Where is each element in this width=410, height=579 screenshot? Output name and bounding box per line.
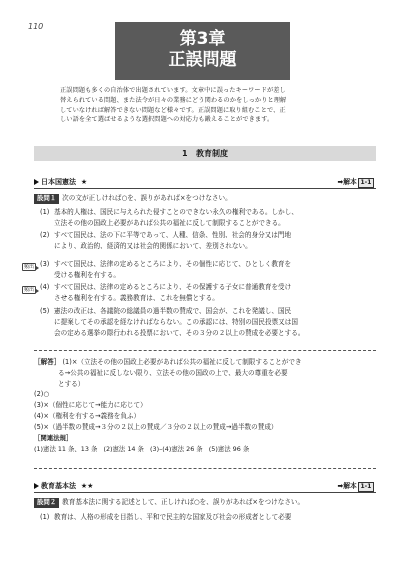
section-number: 1 <box>182 149 188 158</box>
item-number: (1) <box>40 513 50 521</box>
item-line: 憲法の改正は、各議院の総議員の過半数の賛成で、国会が、これを発議し、国民 <box>54 307 292 315</box>
frequent-tag: 頻出 <box>23 264 34 270</box>
reference-prefix: 解本 <box>343 178 357 186</box>
arrow-right-icon: ➡ <box>337 482 344 490</box>
related-item: (5)憲法 96 条 <box>208 444 250 453</box>
item-number: (1) <box>40 208 50 216</box>
answer-line: (4)×（権利を有する→義務を負ふ） <box>34 411 141 420</box>
item-text <box>40 207 370 229</box>
item-text <box>40 512 370 523</box>
item-line: すべて国民は、法の下に平等であって、人種、信条、性別、社会的身分又は門地 <box>54 231 292 239</box>
list-item <box>40 306 370 338</box>
item-text <box>40 259 370 281</box>
chapter-label: 第3章 <box>179 29 226 49</box>
item-line: 会の定める選挙の際行われる投票において、その３分の２以上の賛成を必要とする。 <box>54 328 305 337</box>
intro-line: 替えられている問題、また法令が日々の業務にどう関わるのかをしっかりと理解 <box>60 96 287 104</box>
topic-title: 教育基本法 <box>41 482 76 490</box>
answer-block <box>34 357 376 433</box>
item-line: 受ける権利を有する。 <box>54 270 120 279</box>
item-line: 教育は、人格の形成を目指し、平和で民主的な国家及び社会の形成者として必要 <box>54 513 292 521</box>
item-line: すべて国民は、法律の定めるところにより、その個性に応じて、ひとしく教育を <box>54 260 292 268</box>
intro-paragraph <box>60 86 355 125</box>
dashed-divider <box>34 350 376 351</box>
answer-line: (1)×（立法その他の国政上必要があれば公共の福祉に反して制限することができ <box>62 358 302 366</box>
difficulty-stars: ★★ <box>80 482 94 490</box>
difficulty-stars: ★ <box>80 178 88 186</box>
reference-badge: 1-1 <box>358 178 374 188</box>
list-item <box>40 207 370 229</box>
answer-line: (3)×（個性に応じて→能力に応じて） <box>34 401 147 410</box>
item-line: 立法その他の国政上必要があれば公共の福祉に反して制限することができる。 <box>54 218 285 227</box>
topic-heading-basic-act <box>34 480 376 493</box>
page-number: 110 <box>28 22 44 31</box>
question-1 <box>34 193 232 204</box>
related-item: (3)–(4)憲法 26 条 <box>150 444 203 453</box>
list-item <box>40 512 370 523</box>
intro-line: しい語を全て選ばせるような選択問題への対応力も鍛えることができます。 <box>60 116 274 124</box>
item-line: すべて国民は、法律の定めるところにより、その保護する子女に普通教育を受け <box>54 283 292 291</box>
intro-line: 正誤問題も多くの自治体で出題されています。文章中に誤ったキーワードが差し <box>60 87 286 94</box>
item-line: により、政治的、経済的又は社会的関係において、差別されない。 <box>54 241 252 250</box>
triangle-icon <box>34 179 39 185</box>
item-line: させる権利を有する。義務教育は、これを無償とする。 <box>54 293 219 302</box>
section-title: 教育制度 <box>195 149 228 158</box>
frequent-tag: 頻出 <box>23 287 34 293</box>
answer-line: (5)×（過半数の賛成→３分の２以上の賛成／３分の２以上の賛成→過半数の賛成） <box>34 422 278 431</box>
related-laws <box>34 433 376 455</box>
reference-prefix: 解本 <box>343 482 357 490</box>
answer-line: る→公共の福祉に反しない限り、立法その他の国政の上で、最大の尊重を必要 <box>58 368 288 377</box>
item-text <box>40 282 370 304</box>
topic-title: 日本国憲法 <box>41 178 76 186</box>
dashed-divider <box>34 468 376 469</box>
item-number: (4) <box>40 283 50 291</box>
answer-label: ［解答］ <box>34 358 61 366</box>
item-number: (3) <box>40 260 50 268</box>
question-text: 次の文が正しければ○を、誤りがあれば×をつけなさい。 <box>62 194 232 202</box>
divider <box>34 188 376 189</box>
related-item: (2)憲法 14 条 <box>103 444 144 453</box>
chapter-title: 正誤問題 <box>168 50 237 70</box>
arrow-right-icon: ➡ <box>337 178 344 186</box>
item-number: (5) <box>40 307 50 315</box>
related-item: (1)憲法 11 条、13 条 <box>34 444 98 453</box>
triangle-icon <box>34 483 39 489</box>
list-item <box>40 259 370 281</box>
reference-badge: 1-1 <box>358 482 374 492</box>
item-text <box>40 230 370 252</box>
section-heading <box>34 146 376 161</box>
intro-line: していなければ解答できない問題など様々です。正誤問題に取り組むことで、正 <box>60 106 286 114</box>
topic-heading-constitution <box>34 176 376 189</box>
item-line: 基本的人権は、国民に与えられた侵すことのできない永久の権利である。しかし、 <box>54 208 298 216</box>
question-text: 教育基本法に関する記述として、正しければ○を、誤りがあれば×をつけなさい。 <box>62 498 305 506</box>
related-label: ［関連法規］ <box>34 434 73 442</box>
divider <box>34 492 376 493</box>
question-2 <box>34 497 304 508</box>
item-line: に提案してその承認を経なければならない。この承認には、特別の国民投票又は国 <box>54 317 298 326</box>
answer-line: とする） <box>58 379 85 388</box>
question-label: 設問２ <box>34 498 59 508</box>
item-number: (2) <box>40 231 50 239</box>
chapter-heading <box>115 22 290 80</box>
list-item <box>40 282 370 304</box>
question-label: 設問１ <box>34 194 59 204</box>
answer-line: (2)○ <box>34 390 50 399</box>
item-text <box>40 306 370 338</box>
list-item <box>40 230 370 252</box>
